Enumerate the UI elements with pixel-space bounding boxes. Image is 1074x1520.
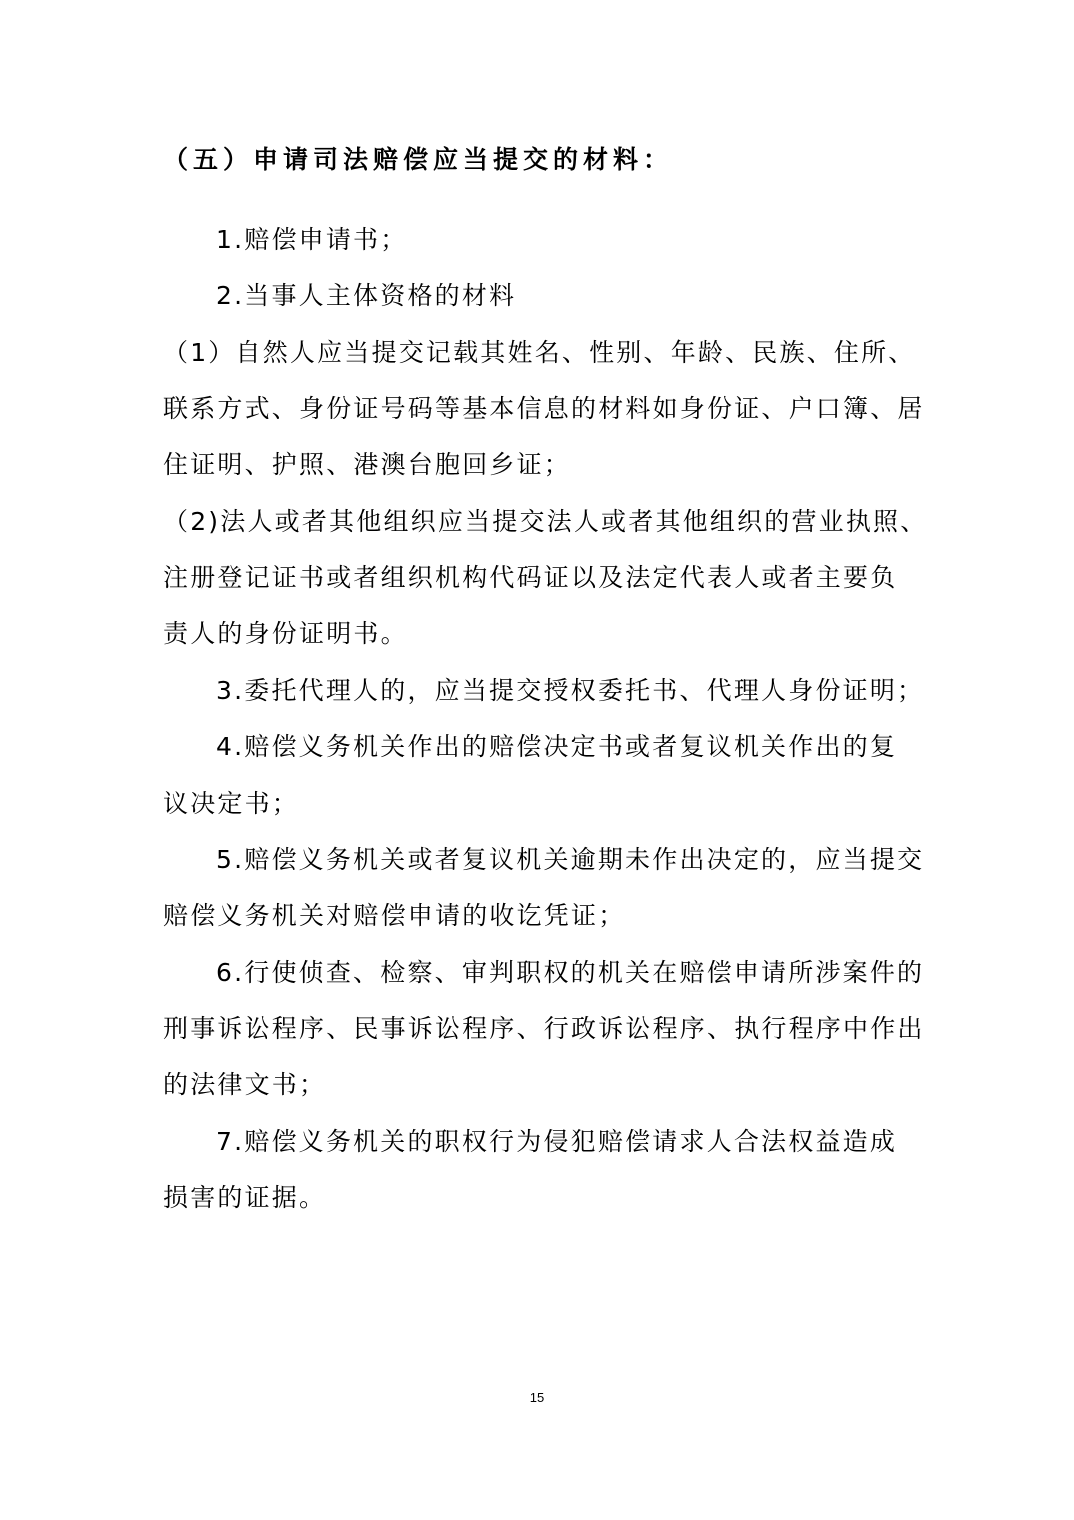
item-3: 3.委托代理人的，应当提交授权委托书、代理人身份证明；	[216, 676, 925, 705]
item-6-line3: 的法律文书；	[163, 1070, 327, 1099]
item-2: 2.当事人主体资格的材料	[216, 281, 517, 310]
item-7-line1: 7.赔偿义务机关的职权行为侵犯赔偿请求人合法权益造成	[216, 1127, 898, 1156]
item-1: 1.赔偿申请书；	[216, 225, 408, 254]
item-6-line2: 刑事诉讼程序、民事诉讼程序、行政诉讼程序、执行程序中作出	[163, 1014, 925, 1043]
item-4-line1: 4.赔偿义务机关作出的赔偿决定书或者复议机关作出的复	[216, 732, 898, 761]
item-2-sub2-line2: 注册登记证书或者组织机构代码证以及法定代表人或者主要负	[163, 563, 898, 592]
item-2-sub1-line1: （1）自然人应当提交记载其姓名、性别、年龄、民族、住所、	[163, 338, 916, 367]
item-4-line2: 议决定书；	[163, 789, 300, 818]
item-2-sub1-line3: 住证明、护照、港澳台胞回乡证；	[163, 450, 572, 479]
item-2-sub1-line2: 联系方式、身份证号码等基本信息的材料如身份证、户口簿、居	[163, 394, 925, 423]
page-number: 15	[529, 1390, 545, 1405]
item-5-line1: 5.赔偿义务机关或者复议机关逾期未作出决定的，应当提交	[216, 845, 925, 874]
item-6-line1: 6.行使侦查、检察、审判职权的机关在赔偿申请所涉案件的	[216, 958, 925, 987]
item-7-line2: 损害的证据。	[163, 1183, 327, 1212]
item-2-sub2-line1: （2)法人或者其他组织应当提交法人或者其他组织的营业执照、	[163, 507, 928, 536]
item-5-line2: 赔偿义务机关对赔偿申请的收讫凭证；	[163, 901, 626, 930]
item-2-sub2-line3: 责人的身份证明书。	[163, 619, 408, 648]
section-heading: （五）申请司法赔偿应当提交的材料：	[163, 145, 674, 174]
